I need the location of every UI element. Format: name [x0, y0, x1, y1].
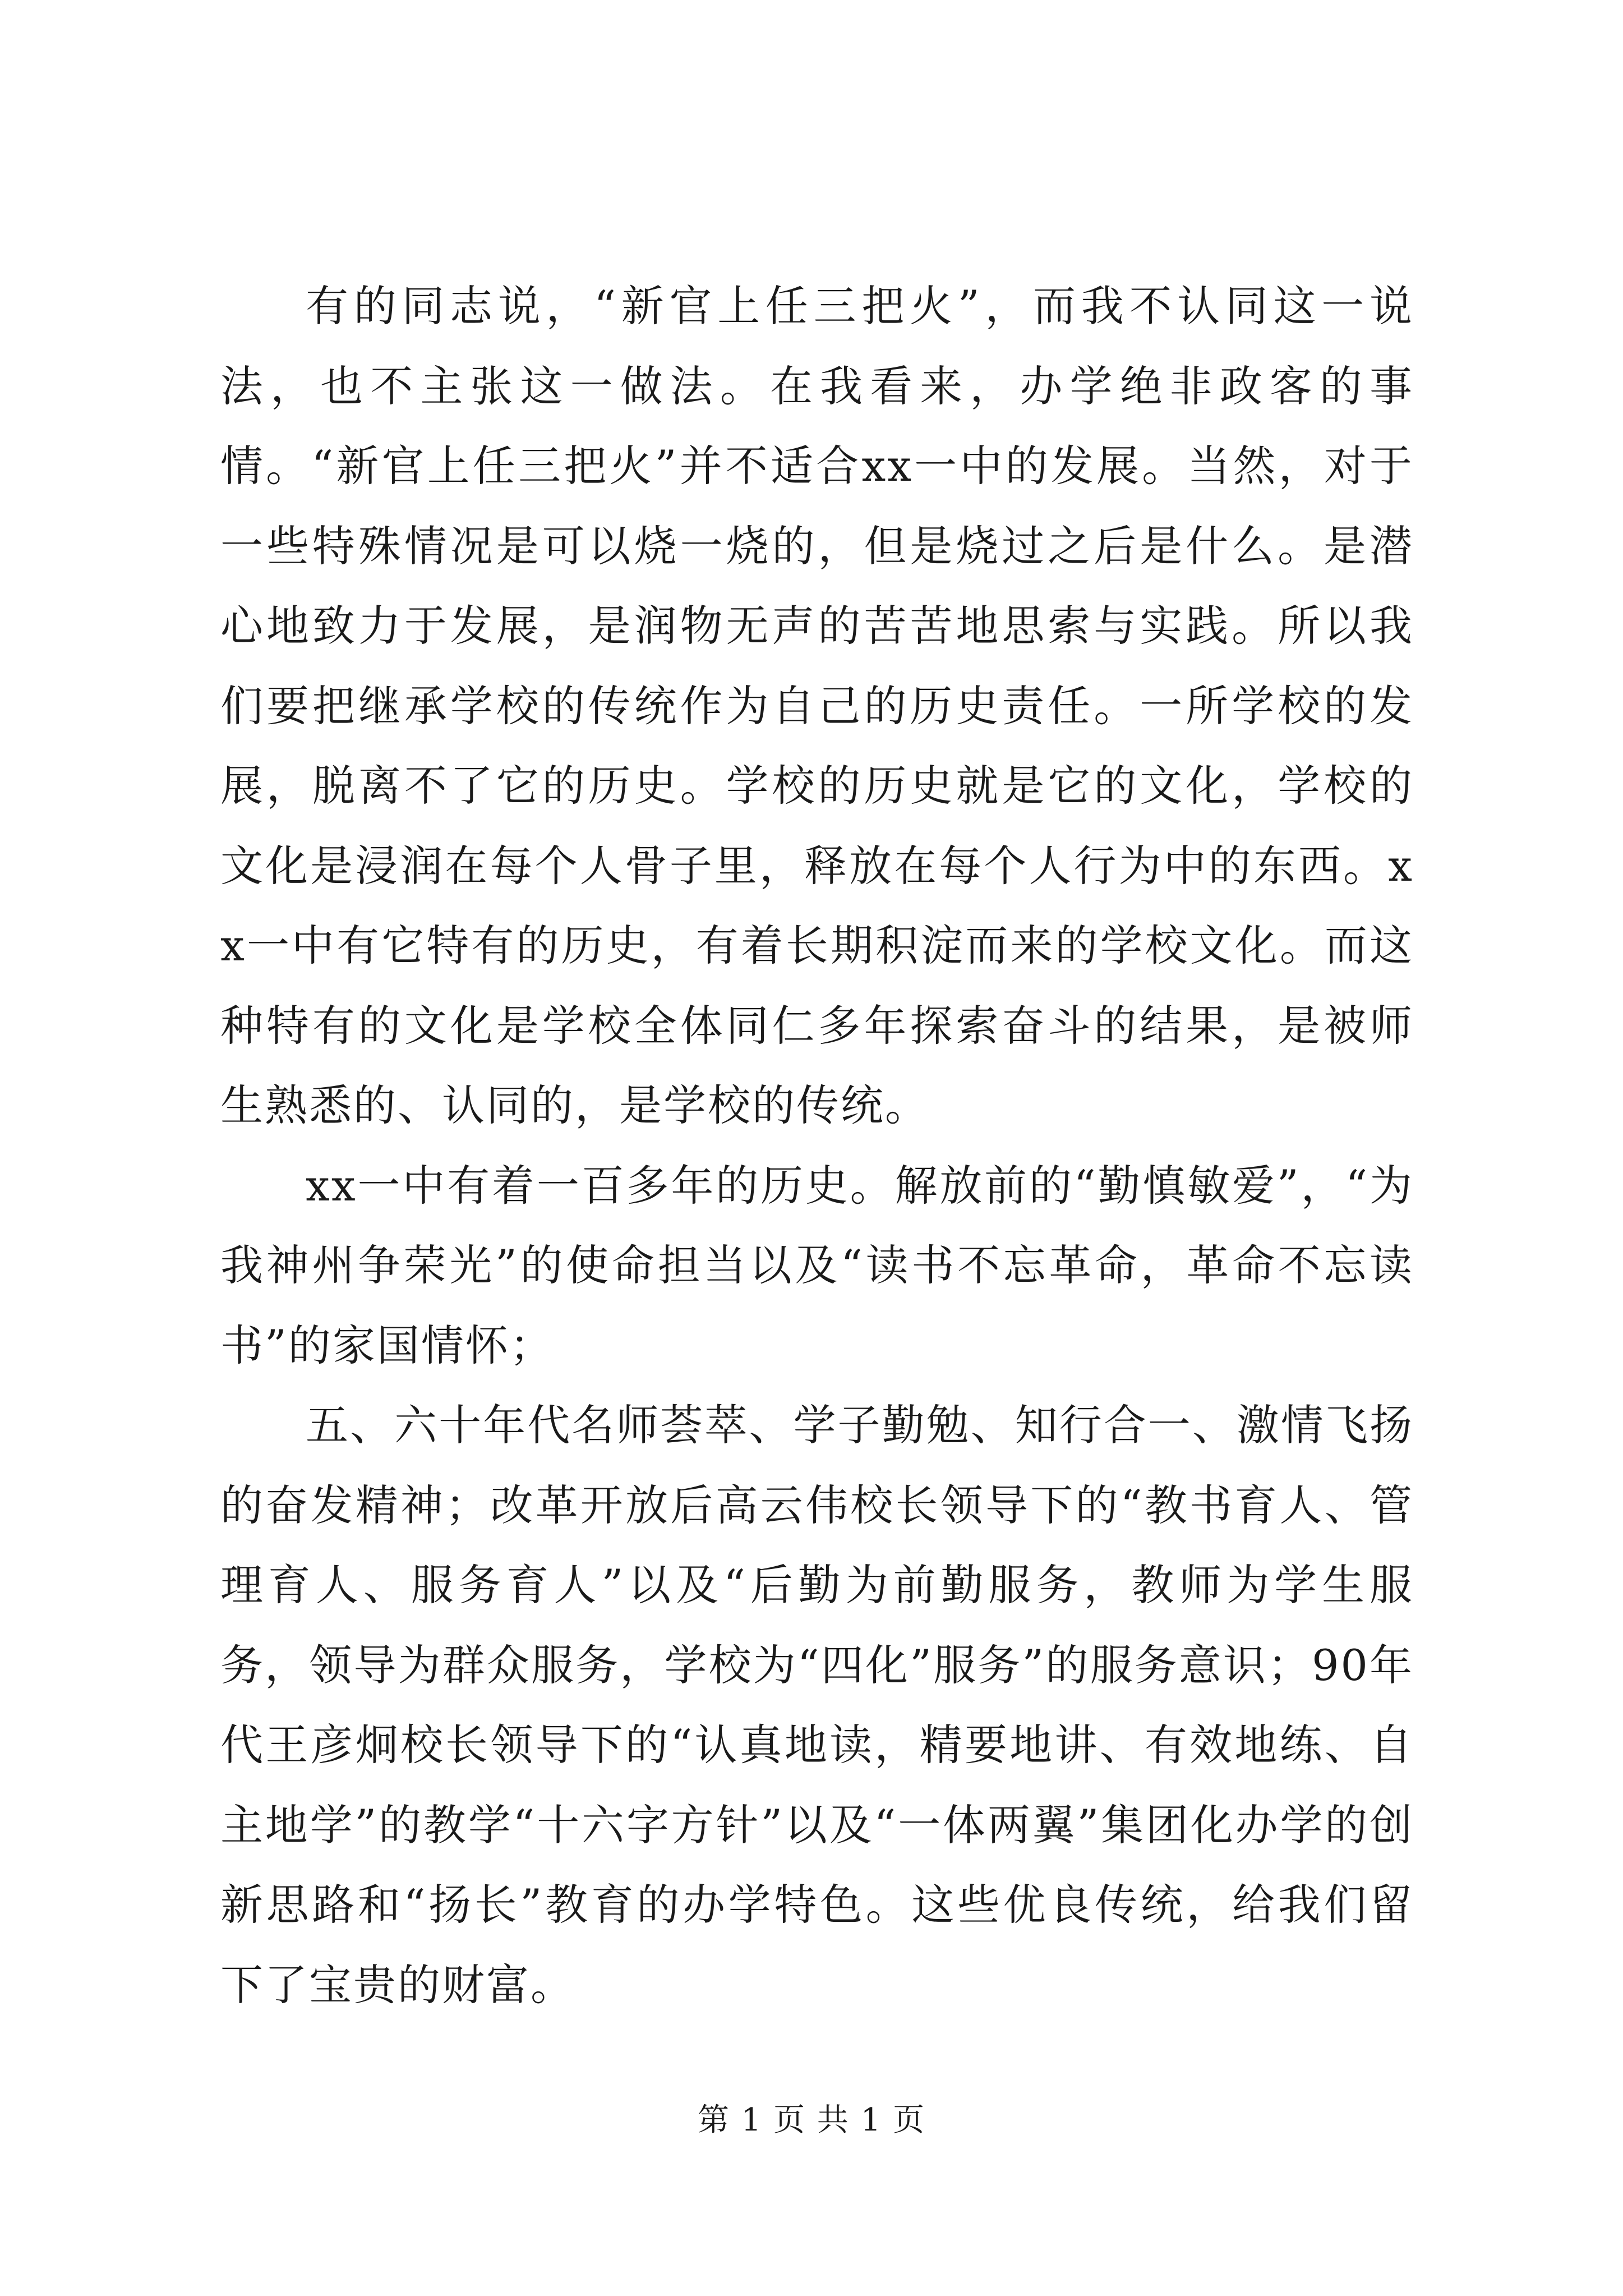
page-footer: 第 1 页 共 1 页	[697, 2102, 926, 2138]
paragraph-2: xx一中有着一百多年的历史。解放前的“勤慎敏爱”，“为我神州争荣光”的使命担当以及“读书不忘革命，革命不忘读书”的家国情怀；	[220, 1160, 1414, 1370]
paragraph-3: 五、六十年代名师荟萃、学子勤勉、知行合一、激情飞扬的奋发精神；改革开放后高云伟校长领导下的“教书育人、管理育人、服务育人”以及“后勤为前勤服务，教师为学生服务，领导为群众服务，学校为“四化”服务”的服务意识；90年代王彦炯校长领导下的“认真地读，精要地讲、有效地练、自主地学”的教学“十六字方针”以及“一体两翼”集团化办学的创新思路和“扬长”教育的办学特色。这些优良传统，给我们留下了宝贵的财富。	[220, 1400, 1414, 2010]
paragraph-1: 有的同志说，“新官上任三把火”，而我不认同这一说法，也不主张这一做法。在我看来，办学绝非政客的事情。“新官上任三把火”并不适合xx一中的发展。当然，对于一些特殊情况是可以烧一烧的，但是烧过之后是什么。是潜心地致力于发展，是润物无声的苦苦地思索与实践。所以我们要把继承学校的传统作为自己的历史责任。一所学校的发展，脱离不了它的历史。学校的历史就是它的文化，学校的文化是浸润在每个人骨子里，释放在每个人行为中的东西。xx一中有它特有的历史，有着长期积淀而来的学校文化。而这种特有的文化是学校全体同仁多年探索奋斗的结果，是被师生熟悉的、认同的，是学校的传统。	[220, 281, 1414, 1130]
document-body	[220, 266, 1414, 2025]
